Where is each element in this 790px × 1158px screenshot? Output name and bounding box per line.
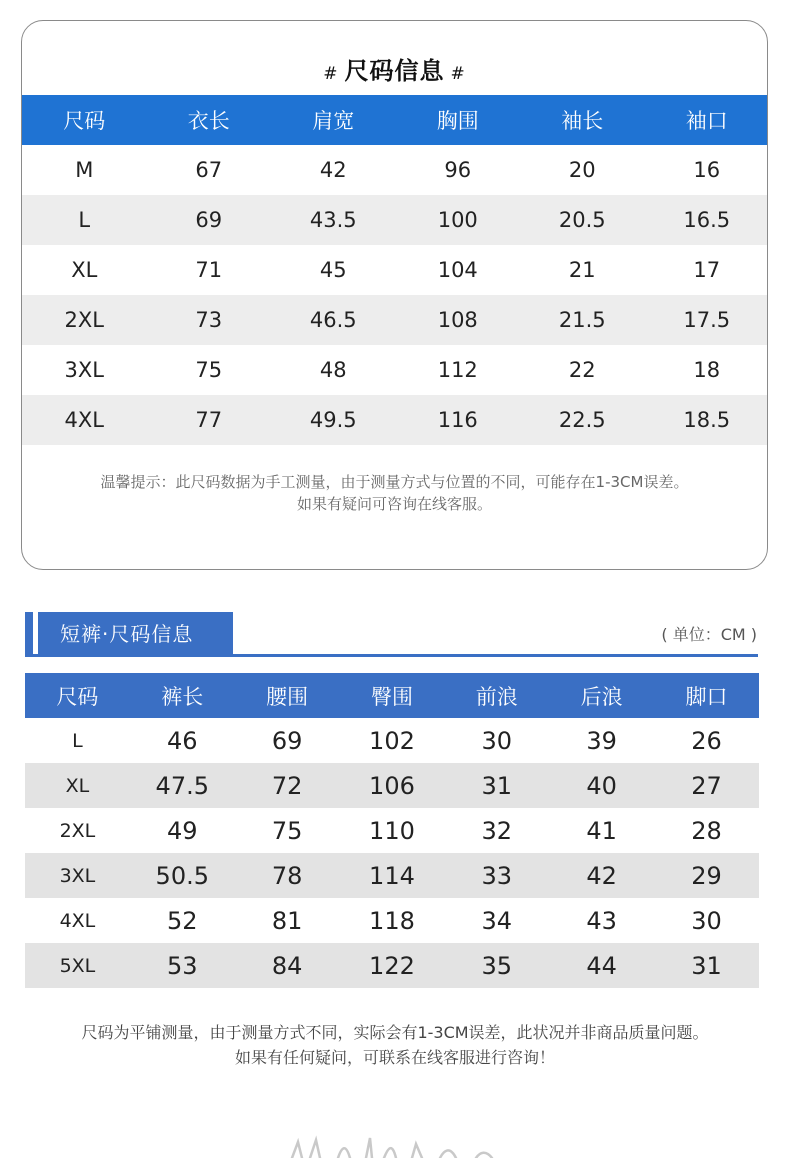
- table-cell: 42: [319, 158, 347, 182]
- table-cell: 75: [271, 816, 303, 845]
- table-cell: 46: [166, 726, 198, 755]
- table-cell: 20: [568, 158, 596, 182]
- table-cell: L: [22, 195, 147, 245]
- top-note-line: 如果有疑问可咨询在线客服。: [296, 495, 492, 513]
- shorts-title-accent-bar: [25, 612, 33, 657]
- shorts-header-cell: 尺码: [25, 673, 130, 718]
- top-title-text: 尺码信息: [344, 57, 445, 85]
- title-hash-left: #: [323, 64, 339, 84]
- table-cell: 112: [437, 358, 478, 382]
- shorts-header-cell: 脚口: [654, 673, 759, 718]
- table-cell: 21.5: [520, 295, 645, 345]
- table-cell: 4XL: [22, 395, 147, 445]
- table-row: [22, 295, 768, 345]
- shorts-header-cell: 腰围: [235, 673, 340, 718]
- table-cell: 17: [693, 258, 721, 282]
- table-cell: 67: [195, 158, 223, 182]
- table-cell: M: [75, 158, 94, 182]
- table-cell: 40: [549, 763, 654, 808]
- table-cell: 53: [130, 943, 235, 988]
- table-row: [22, 395, 768, 445]
- table-cell: 81: [271, 906, 303, 935]
- table-cell: 2XL: [22, 295, 147, 345]
- table-cell: 16.5: [645, 195, 769, 245]
- table-cell: 84: [235, 943, 340, 988]
- table-cell: 72: [235, 763, 340, 808]
- table-cell: 3XL: [25, 853, 130, 898]
- table-cell: 22: [568, 358, 596, 382]
- table-cell: 3XL: [64, 358, 104, 382]
- table-cell: 106: [340, 763, 445, 808]
- table-cell: 108: [396, 295, 521, 345]
- top-table-header-row: [22, 95, 768, 145]
- table-cell: 50.5: [130, 853, 235, 898]
- table-cell: 22.5: [520, 395, 645, 445]
- shorts-note-line: 如果有任何疑问，可联系在线客服进行咨询！: [234, 1048, 555, 1067]
- table-cell: 122: [340, 943, 445, 988]
- table-cell: 69: [147, 195, 272, 245]
- table-cell: 29: [654, 853, 759, 898]
- table-cell: 100: [396, 195, 521, 245]
- table-cell: 116: [396, 395, 521, 445]
- table-row: [25, 718, 759, 763]
- table-cell: 39: [586, 726, 617, 755]
- table-cell: L: [72, 729, 83, 752]
- table-cell: 69: [271, 726, 303, 755]
- table-cell: 118: [369, 906, 415, 935]
- shorts-note-line: 尺码为平铺测量，由于测量方式不同，实际会有1-3CM误差，此状况并非商品质量问题。: [81, 1023, 709, 1042]
- shorts-size-table: [25, 673, 759, 988]
- table-cell: 47.5: [130, 763, 235, 808]
- top-card-title: [22, 51, 767, 86]
- table-cell: 28: [691, 816, 722, 845]
- table-cell: 27: [654, 763, 759, 808]
- top-measurement-note: [22, 471, 767, 515]
- shorts-section-title: 短裤·尺码信息: [38, 612, 233, 657]
- table-cell: 43.5: [271, 195, 396, 245]
- table-row: [22, 145, 768, 195]
- table-row: [22, 195, 768, 245]
- decorative-script-graphic: [280, 1134, 520, 1158]
- table-cell: 46.5: [271, 295, 396, 345]
- top-header-cell: 袖长: [520, 95, 645, 145]
- table-cell: 45: [319, 258, 347, 282]
- table-cell: 18.5: [645, 395, 769, 445]
- table-cell: 33: [444, 853, 549, 898]
- table-cell: 71: [195, 258, 223, 282]
- table-row: [22, 345, 768, 395]
- shorts-header-cell: 前浪: [444, 673, 549, 718]
- table-row: [25, 853, 759, 898]
- shorts-header-cell: 后浪: [549, 673, 654, 718]
- table-cell: 31: [444, 763, 549, 808]
- table-cell: 48: [319, 358, 347, 382]
- table-row: [25, 943, 759, 988]
- top-note-line: 温馨提示：此尺码数据为手工测量，由于测量方式与位置的不同，可能存在1-3CM误差。: [100, 473, 689, 491]
- table-cell: 73: [147, 295, 272, 345]
- table-cell: 18: [693, 358, 721, 382]
- table-cell: 16: [693, 158, 721, 182]
- top-header-cell: 肩宽: [271, 95, 396, 145]
- shorts-table-header-row: [25, 673, 759, 718]
- table-row: [22, 245, 768, 295]
- table-cell: 21: [568, 258, 596, 282]
- table-cell: 44: [549, 943, 654, 988]
- top-header-cell: 胸围: [396, 95, 521, 145]
- table-cell: 42: [549, 853, 654, 898]
- table-cell: 32: [481, 816, 513, 845]
- table-cell: 49.5: [271, 395, 396, 445]
- table-row: [25, 763, 759, 808]
- shorts-title-underline: [25, 654, 758, 657]
- shorts-header-cell: 臀围: [340, 673, 445, 718]
- table-cell: 31: [654, 943, 759, 988]
- table-cell: 77: [147, 395, 272, 445]
- table-cell: 4XL: [59, 909, 96, 932]
- top-header-cell: 尺码: [22, 95, 147, 145]
- table-cell: 35: [444, 943, 549, 988]
- title-hash-right: #: [450, 64, 466, 84]
- table-cell: 52: [166, 906, 198, 935]
- table-cell: 5XL: [25, 943, 130, 988]
- table-cell: 30: [481, 726, 513, 755]
- shorts-unit-label: ( 单位：CM ): [661, 625, 757, 644]
- table-cell: 110: [369, 816, 415, 845]
- top-header-cell: 衣长: [147, 95, 272, 145]
- table-row: [25, 808, 759, 853]
- table-cell: 104: [437, 258, 478, 282]
- table-cell: 20.5: [520, 195, 645, 245]
- table-cell: 17.5: [645, 295, 769, 345]
- shorts-header-cell: 裤长: [130, 673, 235, 718]
- table-cell: 102: [369, 726, 415, 755]
- top-size-card: [21, 20, 768, 570]
- table-cell: XL: [71, 258, 98, 282]
- table-cell: 114: [340, 853, 445, 898]
- top-header-cell: 袖口: [645, 95, 769, 145]
- table-cell: 2XL: [59, 819, 96, 842]
- table-cell: 34: [481, 906, 513, 935]
- table-cell: XL: [25, 763, 130, 808]
- top-size-table: [22, 95, 768, 445]
- table-cell: 43: [586, 906, 617, 935]
- table-row: [25, 898, 759, 943]
- table-cell: 41: [586, 816, 617, 845]
- table-cell: 49: [166, 816, 198, 845]
- table-cell: 26: [691, 726, 722, 755]
- table-cell: 96: [444, 158, 472, 182]
- table-cell: 78: [235, 853, 340, 898]
- table-cell: 30: [691, 906, 722, 935]
- table-cell: 75: [195, 358, 223, 382]
- shorts-measurement-note: [0, 1020, 790, 1070]
